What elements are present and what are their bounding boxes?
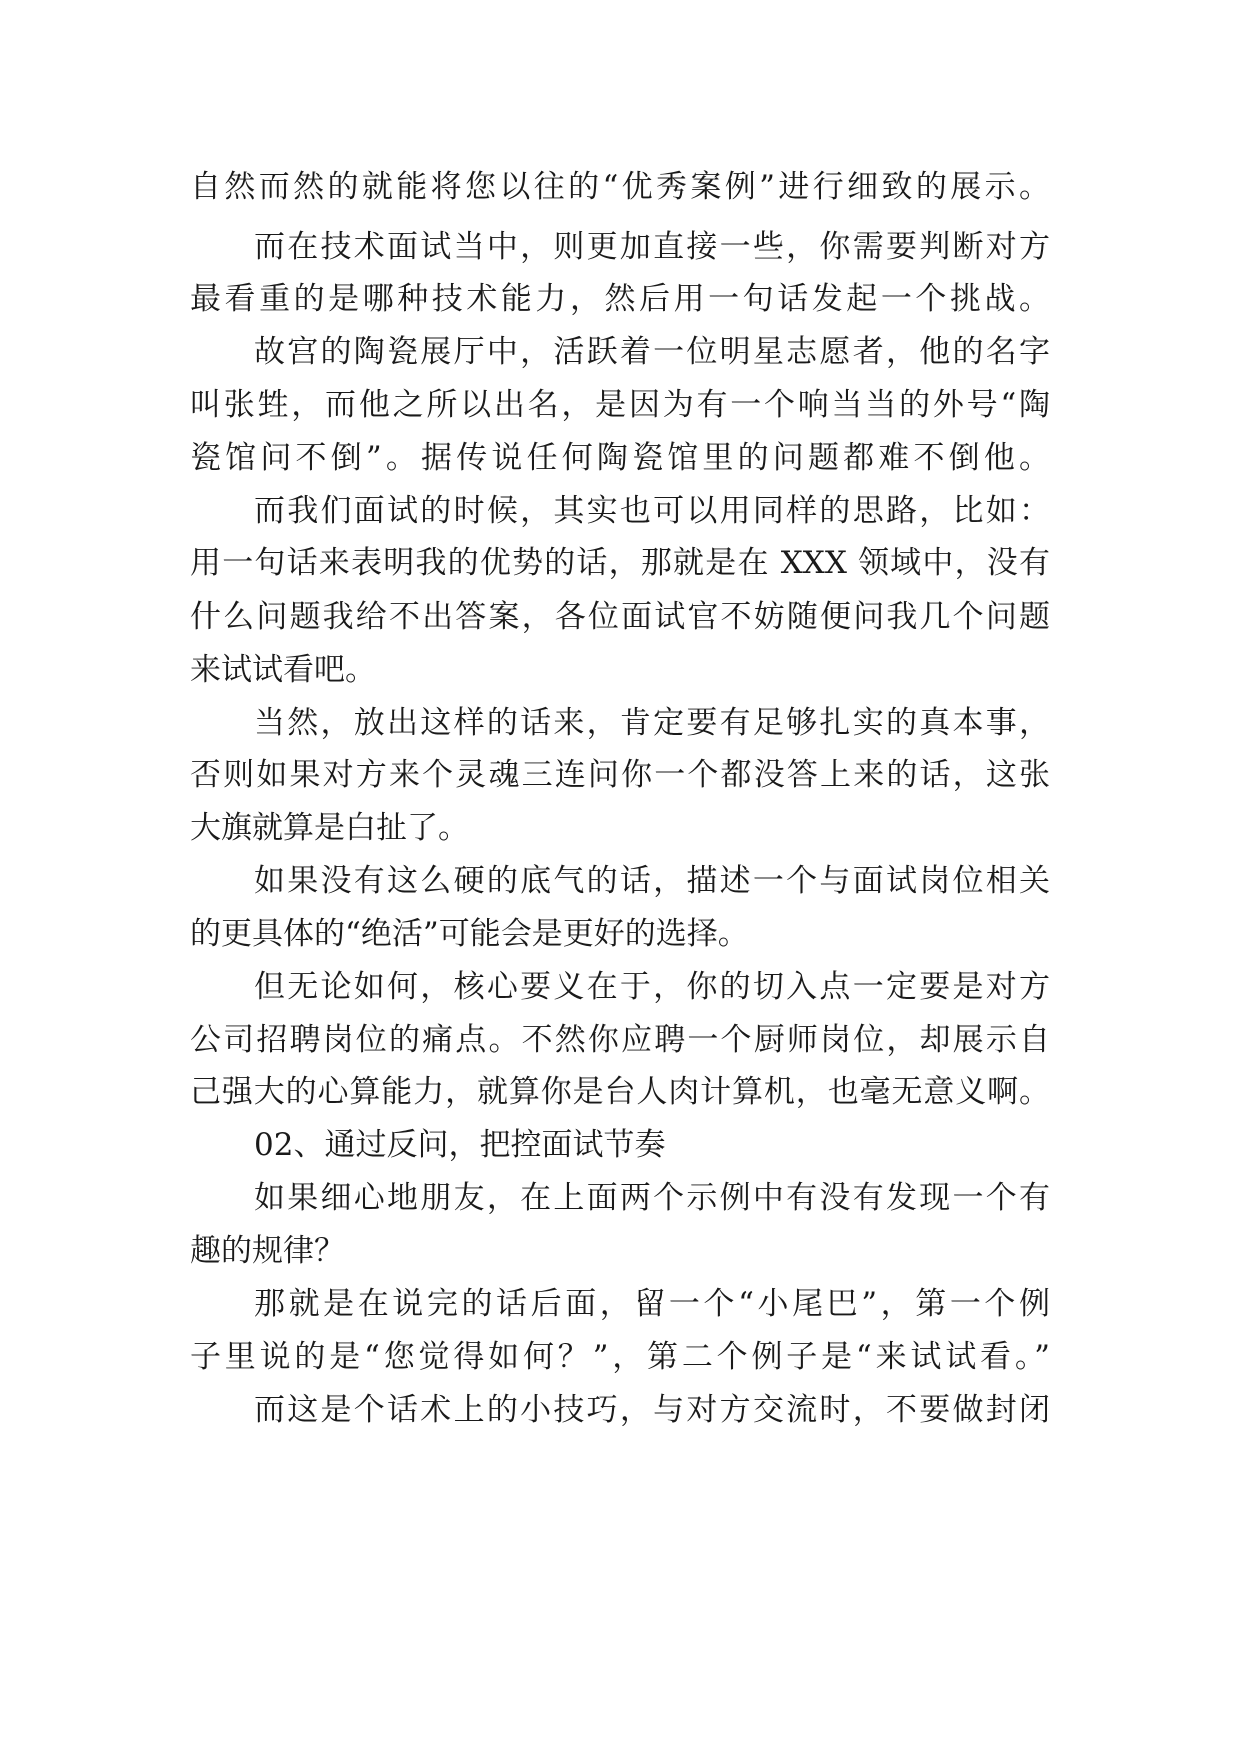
text-line: 但无论如何，核心要义在于，你的切入点一定要是对方 (254, 969, 1050, 1005)
text-line: 叫张甡，而他之所以出名，是因为有一个响当当的外号“陶 (190, 387, 1050, 423)
text-line: 来试试看吧。 (190, 652, 376, 688)
text-line: 公司招聘岗位的痛点。不然你应聘一个厨师岗位，却展示自 (190, 1022, 1050, 1058)
text-line: 那就是在说完的话后面，留一个“小尾巴”，第一个例 (254, 1286, 1050, 1322)
text-line: 而我们面试的时候，其实也可以用同样的思路，比如： (254, 493, 1050, 529)
text-line: 故宫的陶瓷展厅中，活跃着一位明星志愿者，他的名字 (254, 334, 1050, 370)
text-line: 子里说的是“您觉得如何？”，第二个例子是“来试试看。” (190, 1339, 1050, 1375)
section-heading: 02、通过反问，把控面试节奏 (254, 1127, 666, 1163)
text-line: 什么问题我给不出答案，各位面试官不妨随便问我几个问题 (190, 599, 1050, 635)
text-line: 己强大的心算能力，就算你是台人肉计算机，也毫无意义啊。 (190, 1074, 1050, 1110)
text-line: 大旗就算是白扯了。 (190, 810, 469, 846)
text-line: 否则如果对方来个灵魂三连问你一个都没答上来的话，这张 (190, 757, 1050, 793)
text-line: 瓷馆问不倒”。据传说任何陶瓷馆里的问题都难不倒他。 (190, 440, 1050, 476)
text-line: 如果没有这么硬的底气的话，描述一个与面试岗位相关 (254, 863, 1050, 899)
text-line: 的更具体的“绝活”可能会是更好的选择。 (190, 916, 749, 952)
text-line: 如果细心地朋友，在上面两个示例中有没有发现一个有 (254, 1180, 1050, 1216)
text-line: 自然而然的就能将您以往的“优秀案例”进行细致的展示。 (190, 169, 1050, 205)
text-line: 而在技术面试当中，则更加直接一些，你需要判断对方 (254, 229, 1050, 265)
text-line: 当然，放出这样的话来，肯定要有足够扎实的真本事， (254, 705, 1050, 741)
text-line: 用一句话来表明我的优势的话，那就是在 XXX 领域中，没有 (190, 545, 1050, 581)
text-line: 最看重的是哪种技术能力，然后用一句话发起一个挑战。 (190, 281, 1050, 317)
text-line: 趣的规律？ (190, 1233, 345, 1269)
text-line: 而这是个话术上的小技巧，与对方交流时，不要做封闭 (254, 1392, 1050, 1428)
